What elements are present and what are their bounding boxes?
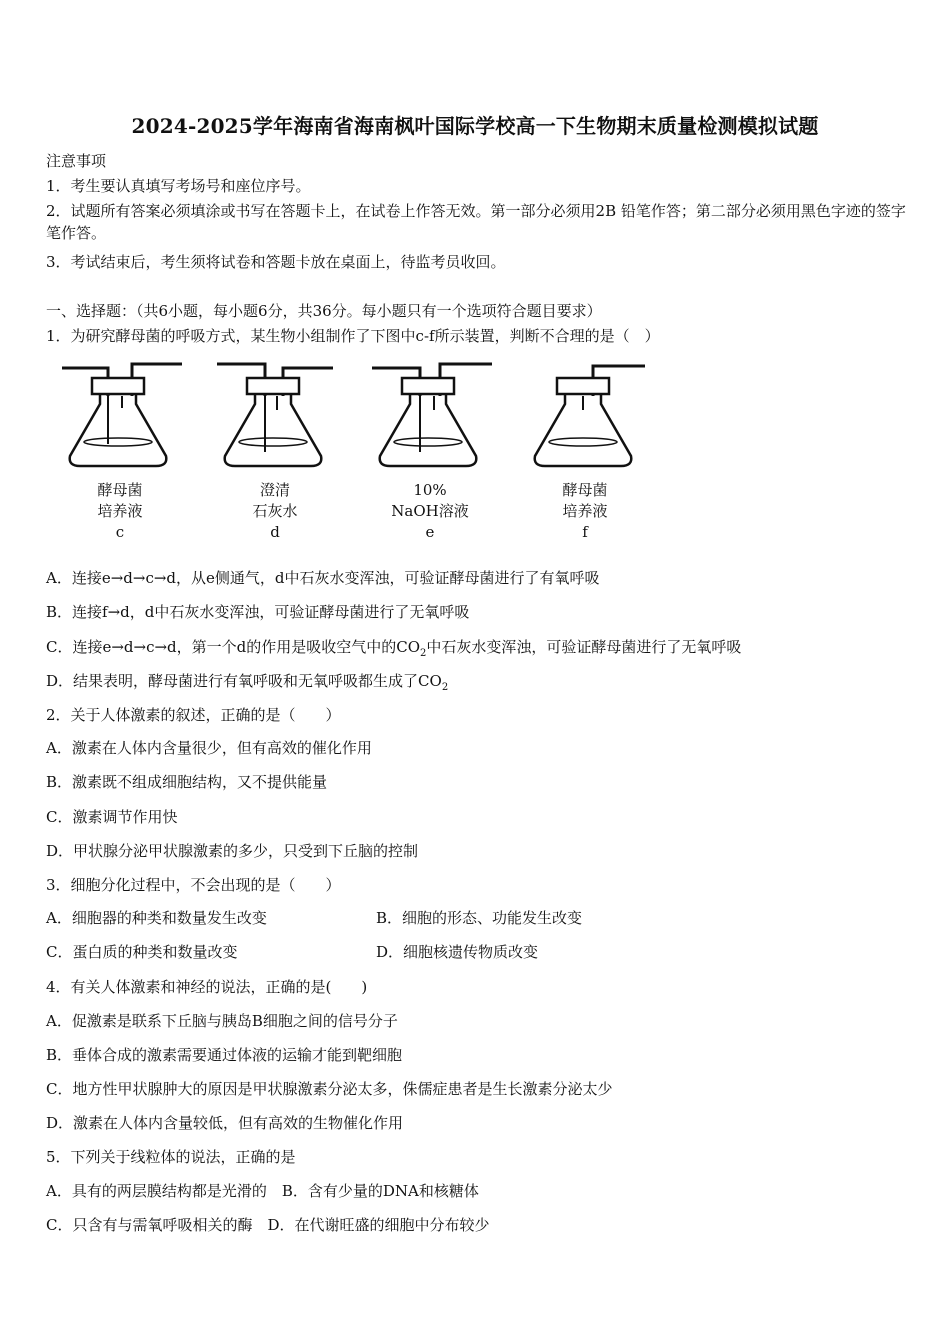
q2-option-c: C．激素调节作用快 xyxy=(46,808,178,826)
page-title: 2024-2025学年海南省海南枫叶国际学校高一下生物期末质量检测模拟试题 xyxy=(131,114,819,138)
q4-option-c: C．地方性甲状腺肿大的原因是甲状腺激素分泌太多，侏儒症患者是生长激素分泌太少 xyxy=(46,1080,613,1098)
flask-c-drawing xyxy=(50,356,190,476)
q1-option-d-sub: 2 xyxy=(441,682,449,693)
q2-option-b: B．激素既不组成细胞结构，又不提供能量 xyxy=(46,773,328,791)
section-heading: 一、选择题：（共6小题，每小题6分，共36分。每小题只有一个选项符合题目要求） xyxy=(46,302,602,320)
flask-d-drawing xyxy=(205,356,345,476)
notice-item-2: 2．试题所有答案必须填涂或书写在答题卡上，在试卷上作答无效。第一部分必须用2B 铅笔作答；第二部分必须用黑色字迹的签字笔作答。 xyxy=(46,202,906,242)
q5-options-ab: A．具有的两层膜结构都是光滑的 B．含有少量的DNA和核糖体 xyxy=(46,1182,479,1200)
flask-d-letter: d xyxy=(270,523,280,541)
q4-option-d: D．激素在人体内含量较低，但有高效的生物催化作用 xyxy=(46,1114,404,1132)
notice-heading: 注意事项 xyxy=(46,152,107,170)
q1-option-c-pre: C．连接e→d→c→d，第一个d的作用是吸收空气中的CO xyxy=(46,638,421,656)
q1-option-b: B．连接f→d，d中石灰水变浑浊，可验证酵母菌进行了无氧呼吸 xyxy=(46,603,470,621)
flask-d-label-1: 澄清 xyxy=(259,481,290,499)
q3-option-c: C．蛋白质的种类和数量改变 xyxy=(46,943,238,961)
flask-f-drawing xyxy=(515,356,655,476)
flask-d xyxy=(205,356,345,546)
flask-e-letter: e xyxy=(425,523,435,541)
q1-stem: 1．为研究酵母菌的呼吸方式，某生物小组制作了下图中c-f所示装置，判断不合理的是（ ） xyxy=(46,327,660,345)
q3-stem: 3．细胞分化过程中，不会出现的是（ ） xyxy=(46,876,341,894)
flask-e-label-2: NaOH溶液 xyxy=(391,502,469,520)
notice-item-1: 1．考生要认真填写考场号和座位序号。 xyxy=(46,177,311,195)
q3-option-a: A．细胞器的种类和数量发生改变 xyxy=(46,909,267,927)
q2-stem: 2．关于人体激素的叙述，正确的是（ ） xyxy=(46,706,341,724)
q3-options-ab xyxy=(46,907,910,929)
q5-options-cd: C．只含有与需氧呼吸相关的酶 D．在代谢旺盛的细胞中分布较少 xyxy=(46,1216,490,1234)
q2-option-a: A．激素在人体内含量很少，但有高效的催化作用 xyxy=(46,739,372,757)
flask-f-label-1: 酵母菌 xyxy=(562,481,608,499)
flask-c-label-1: 酵母菌 xyxy=(97,481,143,499)
flask-d-label-2: 石灰水 xyxy=(252,502,298,520)
q3-options-cd xyxy=(46,941,910,963)
flask-f-label-2: 培养液 xyxy=(562,502,608,520)
flask-f-letter: f xyxy=(582,523,588,541)
flask-c-letter: c xyxy=(115,523,125,541)
q1-option-c-sub: 2 xyxy=(420,648,427,659)
flask-c-label-2: 培养液 xyxy=(97,502,143,520)
flask-e xyxy=(360,356,500,546)
q4-stem: 4．有关人体激素和神经的说法，正确的是( ) xyxy=(46,978,368,996)
apparatus-figure xyxy=(50,356,650,546)
flask-e-drawing xyxy=(360,356,500,476)
flask-f xyxy=(515,356,655,546)
flask-c xyxy=(50,356,190,546)
q3-option-d: D．细胞核遗传物质改变 xyxy=(376,943,539,961)
q1-option-d xyxy=(46,670,910,699)
notice-item-3: 3．考试结束后，考生须将试卷和答题卡放在桌面上，待监考员收回。 xyxy=(46,253,506,271)
q1-option-c xyxy=(46,636,910,665)
q4-option-b: B．垂体合成的激素需要通过体液的运输才能到靶细胞 xyxy=(46,1046,403,1064)
q2-option-d: D．甲状腺分泌甲状腺激素的多少，只受到下丘脑的控制 xyxy=(46,842,419,860)
q1-option-a: A．连接e→d→c→d，从e侧通气，d中石灰水变浑浊，可验证酵母菌进行了有氧呼吸 xyxy=(46,569,600,587)
q1-option-c-post: 中石灰水变浑浊，可验证酵母菌进行了无氧呼吸 xyxy=(426,638,742,656)
q3-option-b: B．细胞的形态、功能发生改变 xyxy=(376,909,583,927)
flask-e-label-1: 10% xyxy=(413,481,447,499)
q5-stem: 5．下列关于线粒体的说法，正确的是 xyxy=(46,1148,296,1166)
q1-option-d-pre: D．结果表明，酵母菌进行有氧呼吸和无氧呼吸都生成了CO xyxy=(46,672,442,690)
q4-option-a: A．促激素是联系下丘脑与胰岛B细胞之间的信号分子 xyxy=(46,1012,398,1030)
